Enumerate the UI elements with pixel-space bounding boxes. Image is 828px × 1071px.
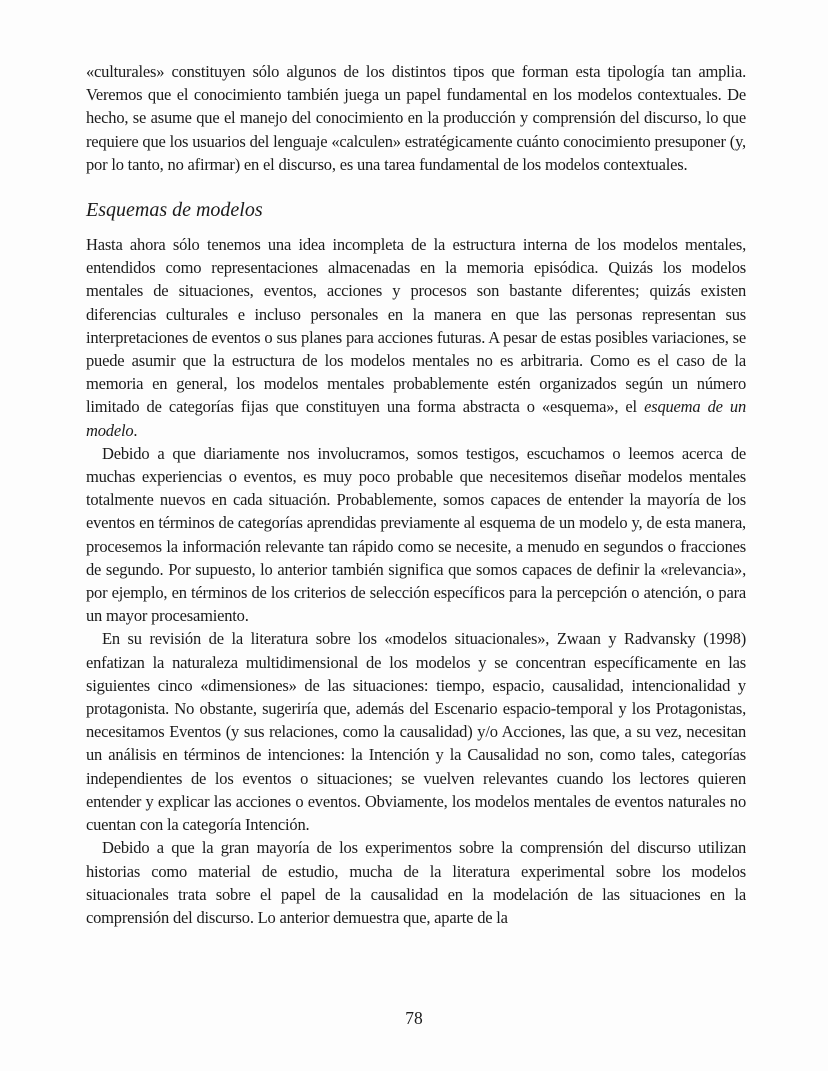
paragraph-esquemas-2: Debido a que diariamente nos involucramos, somos testigos, escuchamos o leemos acerca de muchas experiencias o eventos, es muy poco probable que necesitemos diseñar modelos mentales totalmente nuevos en cada situación. Probablemente, somos capaces de entender la mayoría de los eventos en términos de categorías aprendidas previamente al esquema de un modelo y, de esta manera, procesemos la información relevante tan rápido como se necesite, a menudo en segundos o fracciones de segundo. Por supuesto, lo anterior también significa que somos capaces de definir la «relevancia», por ejemplo, en términos de los criterios de selección específicos para la percepción o atención, o para un mayor procesamiento. (86, 443, 746, 626)
paragraph-continuation: «culturales» constituyen sólo algunos de los distintos tipos que forman esta tipología tan amplia. Veremos que el conocimiento también juega un papel fundamental en los modelos contextuales. De hecho, se asume que el manejo del conocimiento en la producción y comprensión del discurso, lo que requiere que los usuarios del lenguaje «calculen» estratégicamente cuánto conocimiento presuponer (y, por lo tanto, no afirmar) en el discurso, es una tarea fundamental de los modelos contextuales. (86, 62, 746, 174)
paragraph-esquemas-1 (86, 233, 746, 442)
section-heading: Esquemas de modelos (86, 199, 263, 222)
paragraph-text-tail: . (133, 420, 138, 440)
paragraph-text: Hasta ahora sólo tenemos una idea incompleta de la estructura interna de los modelos mentales, entendidos como representaciones almacenadas en la memoria episódica. Quizás los modelos mentales de situaciones, eventos, acciones y procesos son bastante diferentes; quizás existen diferencias culturales e incluso personales en la manera en que las personas representan sus interpretaciones de eventos o sus planes para acciones futuras. A pesar de estas posibles variaciones, se puede asumir que la estructura de los modelos mentales no es arbitraria. Como es el caso de la memoria en general, los modelos mentales probablemente estén organizados según un número limitado de categorías fijas que constituyen una forma abstracta o «esquema», el (86, 235, 746, 417)
italic-phrase: esquema de un modelo (86, 397, 746, 440)
text-block (86, 60, 746, 929)
paragraph-esquemas-3: En su revisión de la literatura sobre los «modelos situacionales», Zwaan y Radvansky (1998) enfatizan la naturaleza multidimensional de los modelos y se concentran específicamente en las siguientes cinco «dimensiones» de las situaciones: tiempo, espacio, causalidad, intencionalidad y protagonista. No obstante, sugeriría que, además del Escenario espacio-temporal y los Protagonistas, necesitamos Eventos (y sus relaciones, como la causalidad) y/o Acciones, las que, a su vez, necesitan un análisis en términos de intenciones: la Intención y la Causalidad no son, como tales, categorías independientes de los eventos o situaciones; se vuelven relevantes cuando los lectores quieren entender y explicar las acciones o eventos. Obviamente, los modelos mentales de eventos naturales no cuentan con la categoría Intención. (86, 629, 746, 835)
paragraph-esquemas-4: Debido a que la gran mayoría de los experimentos sobre la comprensión del discurso utilizan historias como material de estudio, mucha de la literatura experimental sobre los modelos situacionales trata sobre el papel de la causalidad en la modelación de las situaciones en la comprensión del discurso. Lo anterior demuestra que, aparte de la (86, 838, 746, 927)
page-number: 78 (405, 1008, 423, 1028)
